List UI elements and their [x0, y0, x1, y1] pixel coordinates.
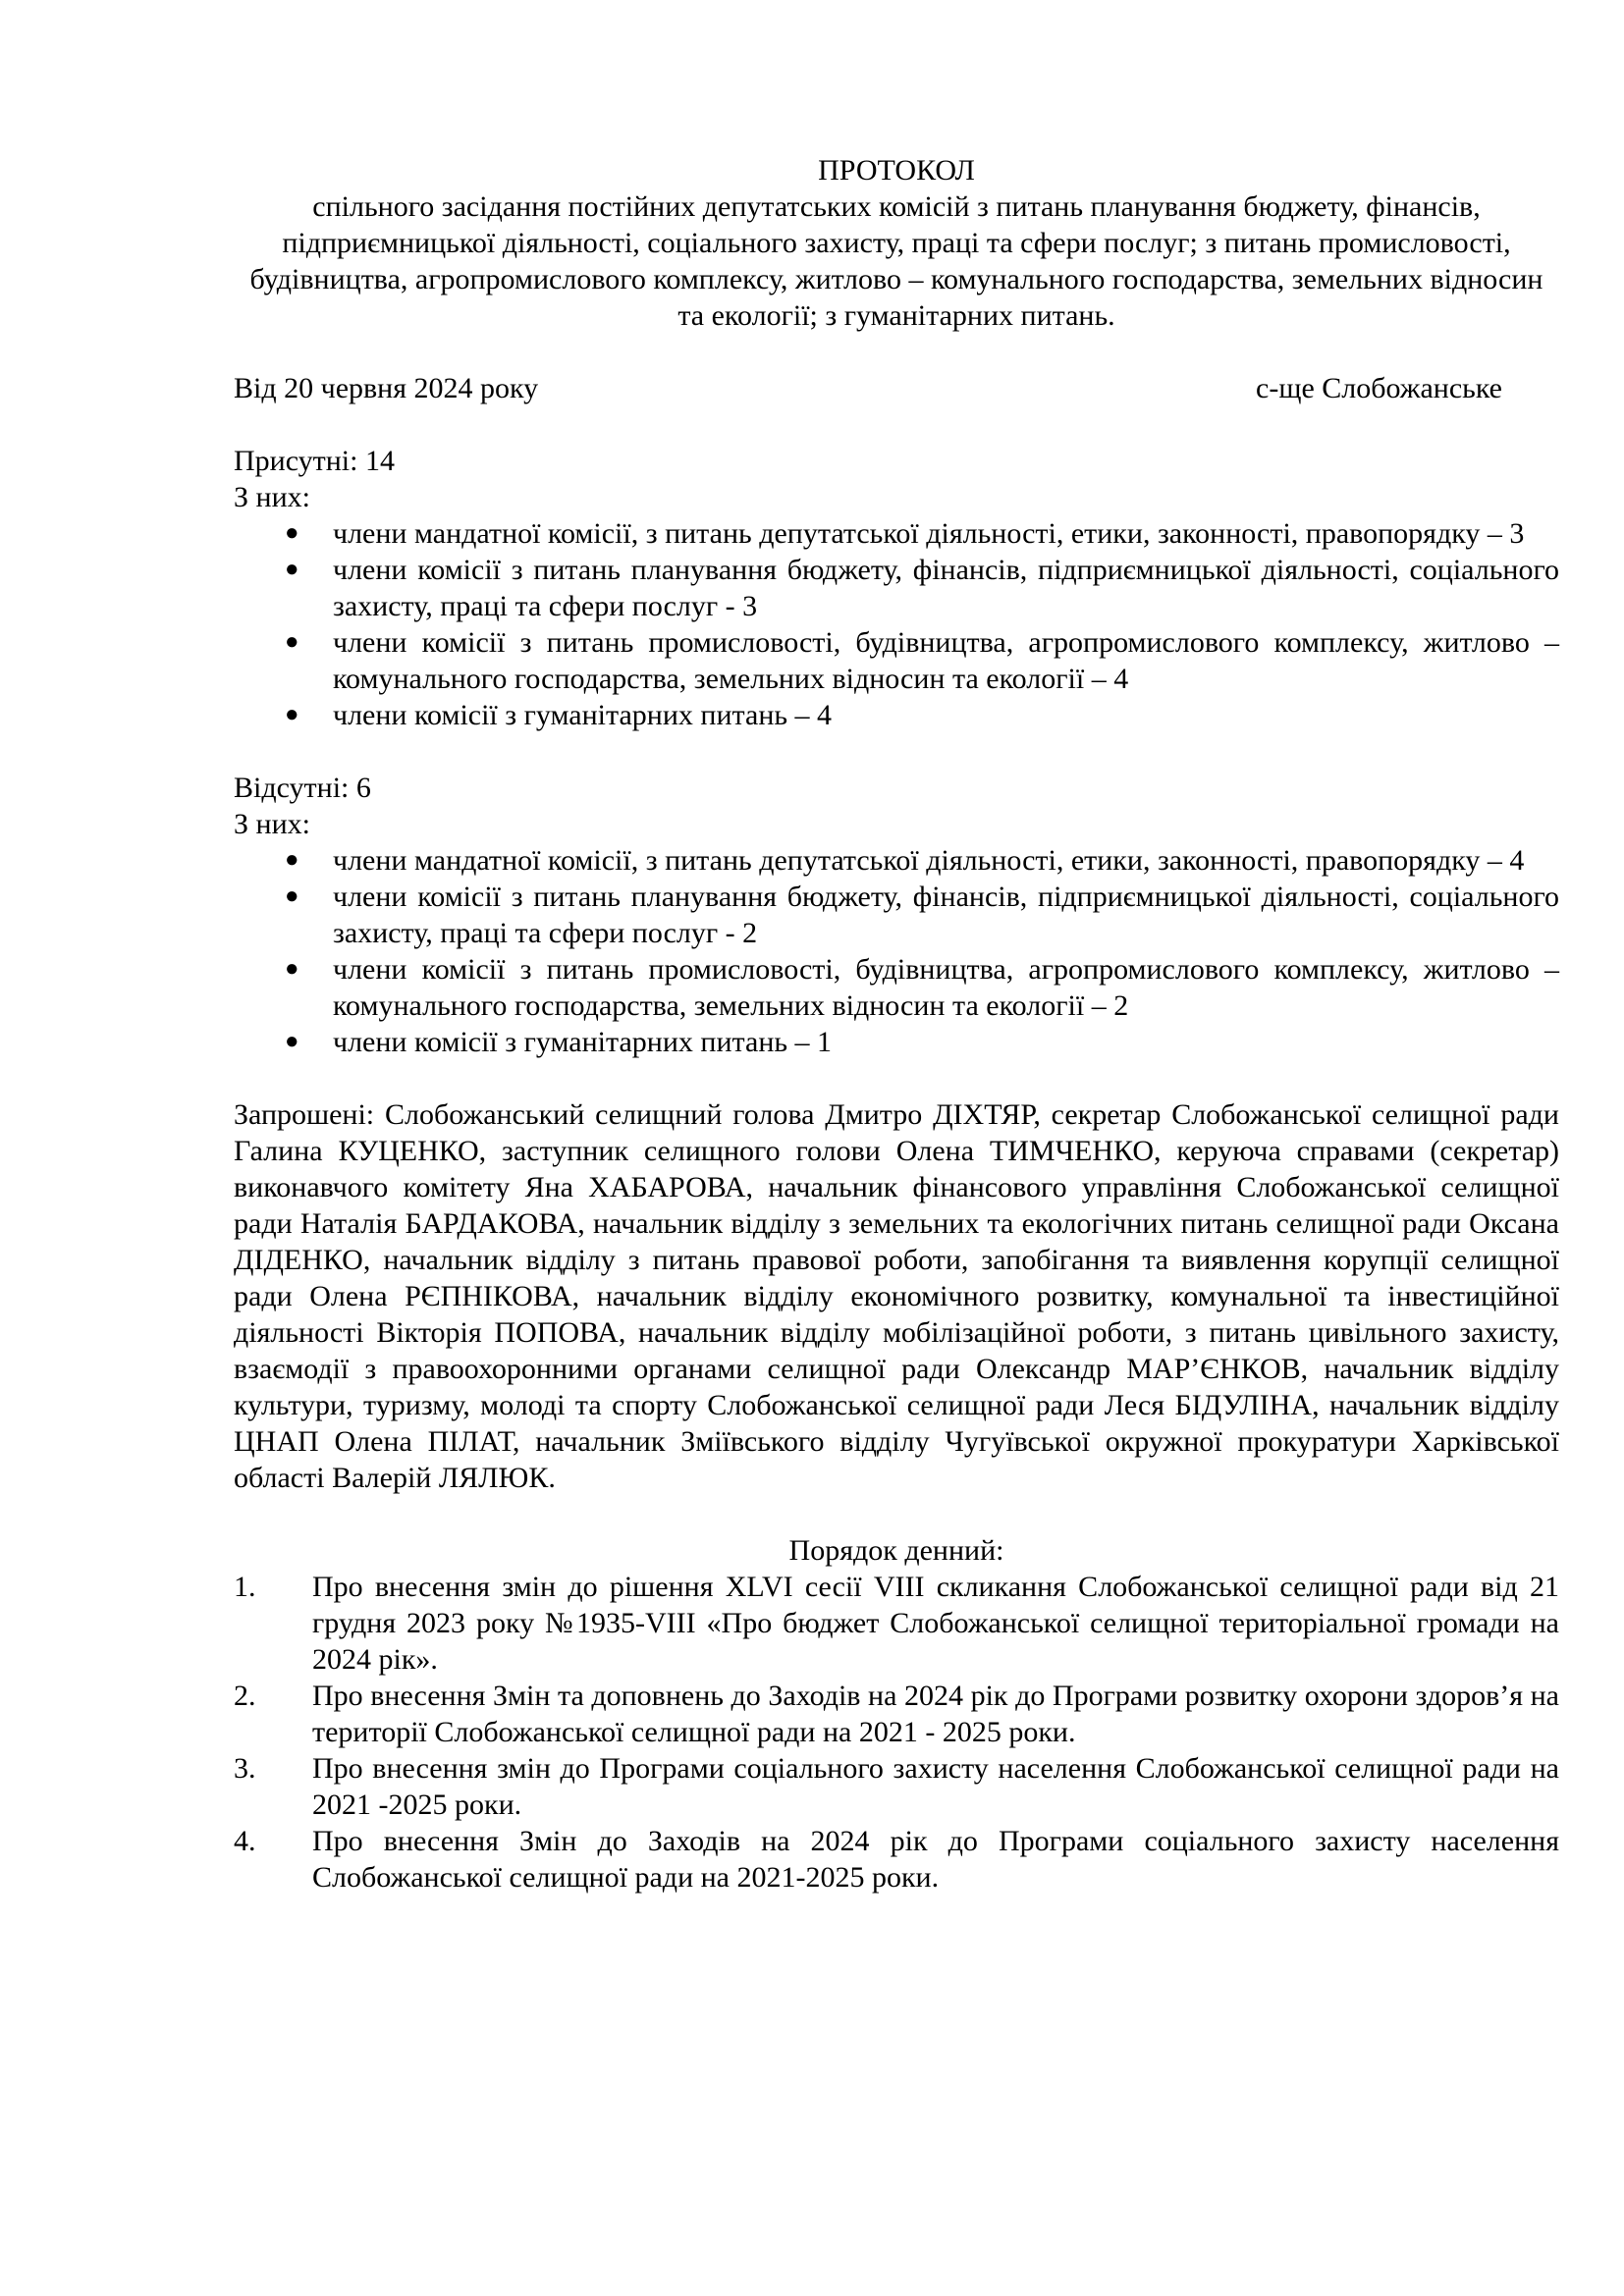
list-item: ● члени комісії з питань планування бюджету, фінансів, підприємницької діяльності, соціального захисту, праці та сфери послуг - 3	[285, 554, 1559, 622]
present-sub: З них:	[234, 481, 310, 513]
invited-paragraph: Запрошені: Слобожанський селищний голова Дмитро ДІХТЯР, секретар Слобожанської селищної ради Галина КУЦЕНКО, заступник селищного голови Олена ТИМЧЕНКО, керуюча справами (секретар) виконавчого комітету Яна ХАБАРОВА, начальник фінансового управління Слобожанської селищної ради Наталія БАРДАКОВА, начальник відділу з земельних та екологічних питань селищної ради Оксана ДІДЕНКО, начальник відділу з питань правової роботи, запобігання та виявлення корупції селищної ради Олена РЄПНІКОВА, начальник відділу економічного розвитку, комунальної та інвестиційної діяльності Вікторія ПОПОВА, начальник відділу мобілізаційної роботи, з питань цивільного захисту, взаємодії з правоохоронними органами селищної ради Олександр МАР’ЄНКОВ, начальник відділу культури, туризму, молоді та спорту Слобожанської селищної ради Леся БІДУЛІНА, начальник відділу ЦНАП Олена ПІЛАТ, начальник Зміївського відділу Чугуївської окружної прокуратури Харківської області Валерій ЛЯЛЮК.	[234, 1098, 1559, 1494]
agenda-list	[234, 1569, 1559, 1896]
list-item: ● члени комісії з гуманітарних питань – 1	[285, 1026, 833, 1058]
list-item: ● члени мандатної комісії, з питань депутатської діяльності, етики, законності, правопорядку – 3	[285, 517, 1525, 550]
meeting-place: с-ще Слобожанське	[1256, 372, 1502, 404]
document-title: ПРОТОКОЛ	[818, 154, 975, 187]
absent-label: Відсутні: 6	[234, 772, 371, 804]
bullet-icon: ●	[285, 629, 299, 655]
agenda-item: 1. Про внесення змін до рішення XLVI сесії VIII скликання Слобожанської селищної ради від 21 грудня 2023 року №1935-VIII «Про бюджет Слобожанської селищної територіальної громади на 2024 рік».	[234, 1571, 1559, 1676]
present-section	[234, 443, 1559, 733]
absent-list	[234, 842, 1559, 1060]
bullet-icon: ●	[285, 1029, 299, 1054]
date-place-row	[234, 370, 1559, 406]
bullet-icon: ●	[285, 847, 299, 873]
bullet-icon: ●	[285, 883, 299, 909]
list-item: ● члени комісії з питань промисловості, будівництва, агропромислового комплексу, житлово – комунального господарства, земельних відносин та екології – 2	[285, 953, 1559, 1022]
list-item: ● члени комісії з питань планування бюджету, фінансів, підприємницької діяльності, соціального захисту, праці та сфери послуг - 2	[285, 881, 1559, 949]
document-content	[234, 152, 1559, 1896]
list-item: ● члени мандатної комісії, з питань депутатської діяльності, етики, законності, правопорядку – 4	[285, 844, 1525, 877]
absent-sub: З них:	[234, 808, 310, 840]
bullet-icon: ●	[285, 702, 299, 727]
agenda-item: 2. Про внесення Змін та доповнень до Заходів на 2024 рік до Програми розвитку охорони здоров’я на території Слобожанської селищної ради на 2021 - 2025 роки.	[234, 1680, 1559, 1748]
bullet-icon: ●	[285, 956, 299, 982]
bullet-icon: ●	[285, 557, 299, 582]
meeting-date: Від 20 червня 2024 року	[234, 372, 539, 404]
agenda-title: Порядок денний:	[788, 1534, 1004, 1567]
document-subtitle: спільного засідання постійних депутатських комісій з питань планування бюджету, фінансів, підприємницької діяльності, соціального захисту, праці та сфери послуг; з питань промисловості, будівництва, агропромислового комплексу, житлово – комунального господарства, земельних відносин та екології; з гуманітарних питань.	[249, 190, 1543, 332]
bullet-icon: ●	[285, 520, 299, 546]
agenda-item: 3. Про внесення змін до Програми соціального захисту населення Слобожанської селищної ради на 2021 -2025 роки.	[234, 1752, 1559, 1821]
absent-section	[234, 770, 1559, 1060]
present-label: Присутні: 14	[234, 445, 395, 477]
present-list	[234, 515, 1559, 733]
document-header	[234, 152, 1559, 334]
list-item: ● члени комісії з гуманітарних питань – 4	[285, 699, 833, 731]
list-item: ● члени комісії з питань промисловості, будівництва, агропромислового комплексу, житлово – комунального господарства, земельних відносин та екології – 4	[285, 626, 1559, 695]
agenda-item: 4. Про внесення Змін до Заходів на 2024 рік до Програми соціального захисту населення Слобожанської селищної ради на 2021-2025 роки.	[234, 1825, 1559, 1894]
